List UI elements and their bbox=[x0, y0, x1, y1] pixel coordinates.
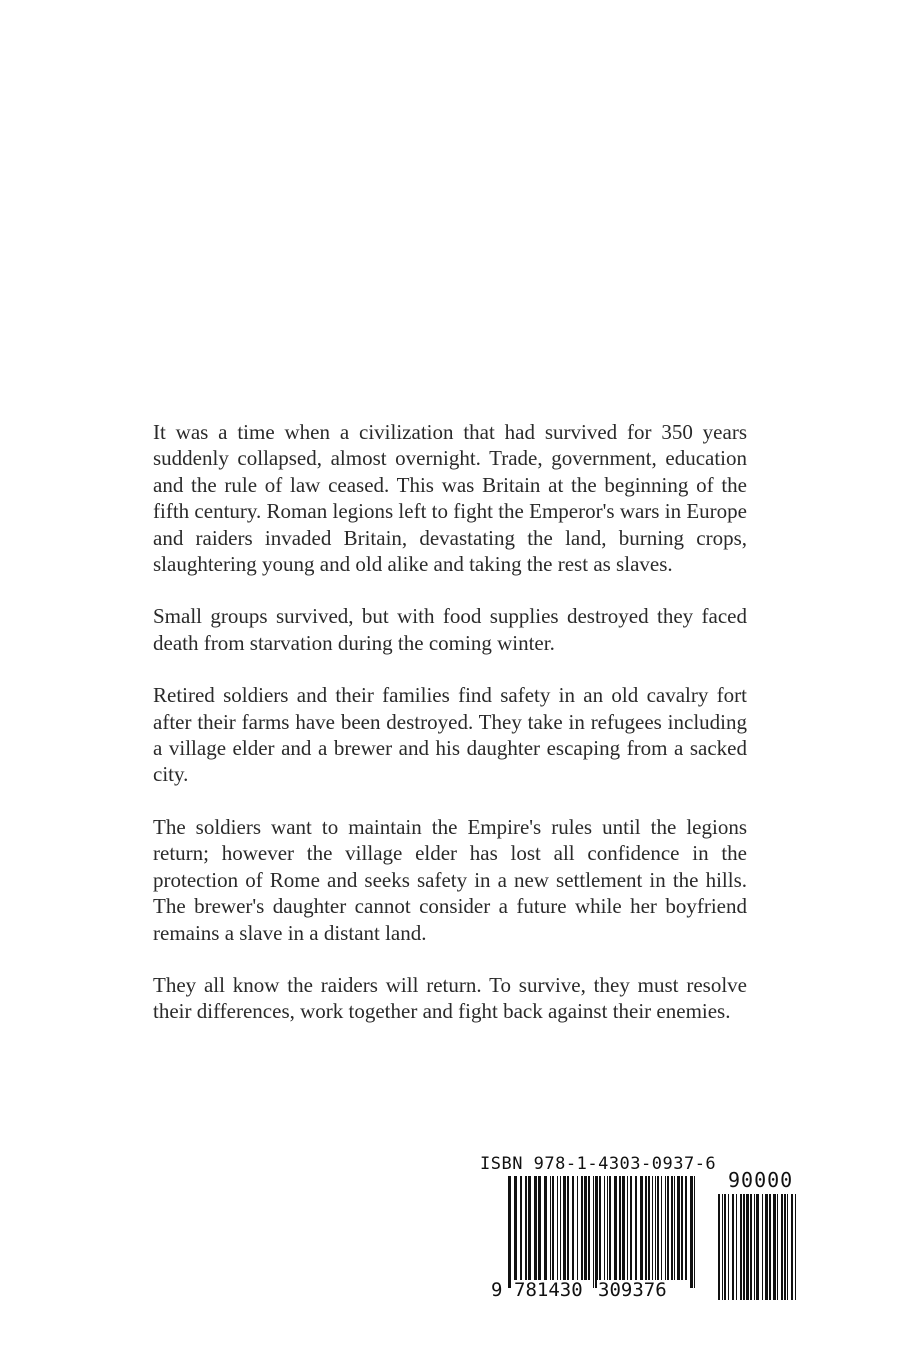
barcode-bar bbox=[622, 1176, 625, 1280]
barcode-bar bbox=[607, 1176, 608, 1280]
barcode-bar bbox=[722, 1194, 723, 1300]
barcode-bar bbox=[718, 1194, 720, 1300]
barcode-bar bbox=[795, 1194, 796, 1300]
barcode-digits-left: 781430 bbox=[514, 1279, 583, 1301]
barcode-bar bbox=[690, 1176, 693, 1288]
barcode-bar bbox=[538, 1176, 541, 1280]
barcode-bar bbox=[777, 1194, 778, 1300]
barcode-bar bbox=[557, 1176, 558, 1280]
barcode-bar bbox=[645, 1176, 647, 1280]
barcode-bar bbox=[667, 1176, 669, 1280]
barcode-bar bbox=[694, 1176, 695, 1288]
barcode-bar bbox=[560, 1176, 561, 1280]
barcode-bar bbox=[599, 1176, 601, 1280]
barcode-bar bbox=[677, 1176, 680, 1280]
barcode-bar bbox=[685, 1176, 687, 1280]
barcode-bar bbox=[640, 1176, 643, 1280]
barcode-bar bbox=[655, 1176, 656, 1280]
barcode-bar bbox=[762, 1194, 763, 1300]
barcode-bar bbox=[604, 1176, 605, 1280]
blurb-paragraph-4: The soldiers want to maintain the Empire's rules until the legions return; however the village elder has lost all confidence in the protection of Rome and seeks safety in a new settlement in the hills. The brewer's daughter cannot consider a future while her boyfriend remains a slave in a distant land. bbox=[153, 814, 747, 945]
barcode-bar bbox=[681, 1176, 683, 1280]
barcode-bar bbox=[584, 1176, 587, 1280]
barcode-bar bbox=[588, 1176, 590, 1280]
barcode-bar bbox=[661, 1176, 662, 1280]
barcode-bar bbox=[724, 1194, 726, 1300]
barcode-bar bbox=[784, 1194, 786, 1300]
barcode-bar bbox=[514, 1176, 517, 1280]
barcode-digits-right: 309376 bbox=[598, 1279, 667, 1301]
barcode-bar bbox=[544, 1176, 547, 1280]
barcode-bar bbox=[614, 1176, 617, 1280]
barcode-bar bbox=[746, 1194, 749, 1300]
barcode-bar bbox=[740, 1194, 742, 1300]
isbn-barcode bbox=[480, 1154, 810, 1304]
blurb-paragraph-2: Small groups survived, but with food supplies destroyed they faced death from starvation during the coming winter. bbox=[153, 604, 747, 655]
back-cover-blurb bbox=[153, 419, 747, 1025]
barcode-bar bbox=[609, 1176, 611, 1280]
barcode-bar bbox=[528, 1176, 531, 1280]
barcode-bar bbox=[563, 1176, 566, 1280]
barcode-bar bbox=[552, 1176, 554, 1280]
barcode-bar bbox=[595, 1176, 598, 1288]
blurb-paragraph-3: Retired soldiers and their families find safety in an old cavalry fort after their farms have been destroyed. They take in refugees including a village elder and a brewer and his daughter escaping from a sacked city. bbox=[153, 683, 747, 787]
barcode-bar bbox=[773, 1194, 776, 1300]
price-code: 90000 bbox=[728, 1168, 794, 1192]
barcode-digit-first: 9 bbox=[491, 1279, 503, 1301]
barcode-bar bbox=[791, 1194, 793, 1300]
blurb-paragraph-1: It was a time when a civilization that had survived for 350 years suddenly collapsed, almost overnight. Trade, government, education and the rule of law ceased. This was Britain at the beginning of the fifth century. Roman legions left to fight the Emperor's wars in Europe and raiders invaded Britain, devastating the land, burning crops, slaughtering young and old alike and taking the rest as slaves. bbox=[153, 420, 747, 577]
barcode-bar bbox=[627, 1176, 628, 1280]
barcode-bar bbox=[567, 1176, 569, 1280]
isbn-label: ISBN 978-1-4303-0937-6 bbox=[480, 1154, 717, 1174]
barcode-bar bbox=[630, 1176, 632, 1280]
barcode-bar bbox=[743, 1194, 745, 1300]
barcode-bar bbox=[520, 1176, 522, 1280]
barcode-bar bbox=[572, 1176, 574, 1280]
barcode-bar bbox=[769, 1194, 771, 1300]
barcode-bar bbox=[671, 1176, 673, 1280]
barcode-bar bbox=[732, 1194, 734, 1300]
barcode-bar bbox=[765, 1194, 768, 1300]
barcode-bar bbox=[665, 1176, 666, 1280]
barcode-bar bbox=[750, 1194, 752, 1300]
barcode-bar bbox=[728, 1194, 729, 1300]
barcode-bar bbox=[508, 1176, 511, 1288]
barcode-bar bbox=[674, 1176, 675, 1280]
barcode-bar bbox=[754, 1194, 755, 1300]
barcode-bar bbox=[577, 1176, 578, 1280]
main-barcode-bars bbox=[508, 1176, 695, 1288]
barcode-bar bbox=[648, 1176, 650, 1280]
barcode-bar bbox=[657, 1176, 659, 1280]
barcode-bar bbox=[781, 1194, 783, 1300]
barcode-bar bbox=[652, 1176, 653, 1280]
barcode-bar bbox=[525, 1176, 527, 1280]
blurb-paragraph-5: They all know the raiders will return. To survive, they must resolve their differences, work together and fight back against their enemies. bbox=[153, 972, 747, 1024]
price-addon-bars bbox=[718, 1194, 796, 1300]
barcode-bar bbox=[550, 1176, 551, 1280]
barcode-bar bbox=[756, 1194, 759, 1300]
barcode-bar bbox=[581, 1176, 583, 1280]
barcode-bar bbox=[593, 1176, 594, 1288]
barcode-bar bbox=[534, 1176, 537, 1280]
barcode-bar bbox=[787, 1194, 788, 1300]
barcode-bar bbox=[619, 1176, 621, 1280]
barcode-bar bbox=[635, 1176, 637, 1280]
barcode-bar bbox=[736, 1194, 737, 1300]
